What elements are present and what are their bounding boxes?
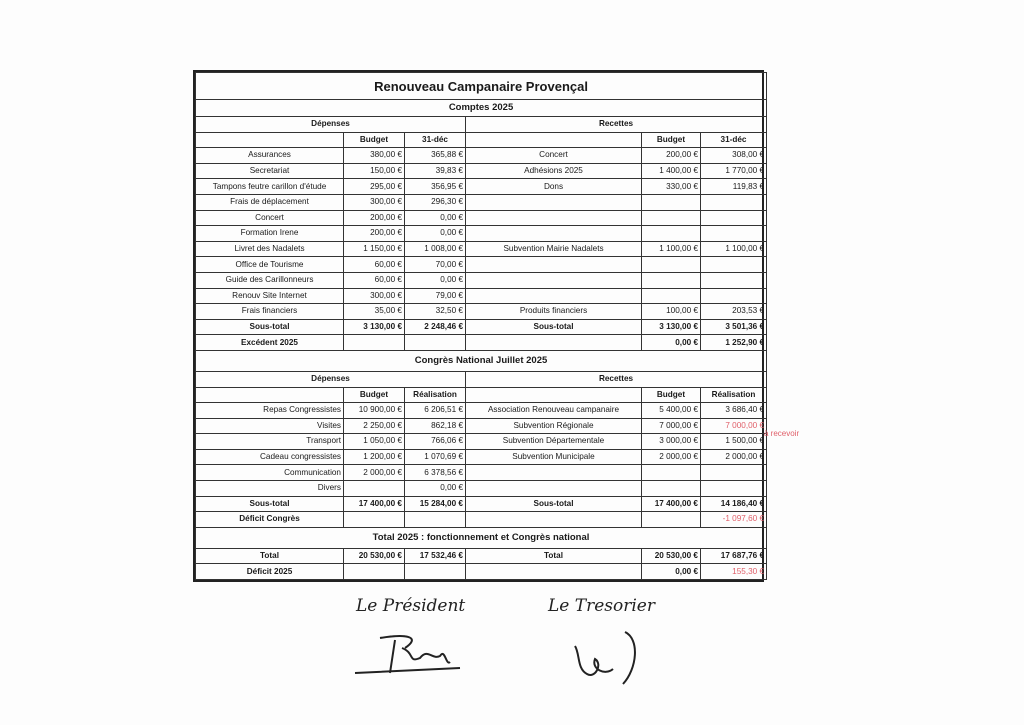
recette-label bbox=[466, 194, 642, 210]
depense-value: 0,00 € bbox=[405, 481, 466, 497]
congres-subtotal-rbudget: 17 400,00 € bbox=[642, 496, 701, 512]
depense-value: 862,18 € bbox=[405, 418, 466, 434]
recette-value: 1 100,00 € bbox=[701, 241, 767, 257]
blank-cell bbox=[405, 564, 466, 580]
depense-value: 0,00 € bbox=[405, 226, 466, 242]
depense-budget: 60,00 € bbox=[344, 272, 405, 288]
deficit-2025-label: Déficit 2025 bbox=[196, 564, 344, 580]
total-title: Total 2025 : fonctionnement et Congrès national bbox=[196, 527, 767, 548]
tresorier-signature bbox=[565, 624, 645, 694]
deficit-2025-budget: 0,00 € bbox=[642, 564, 701, 580]
comptes-subtotal-label: Sous-total bbox=[196, 319, 344, 335]
col-realisation: Réalisation bbox=[405, 387, 466, 403]
depense-label: Secretariat bbox=[196, 163, 344, 179]
depense-label: Frais de déplacement bbox=[196, 194, 344, 210]
deficit-congres-label: Déficit Congrès bbox=[196, 512, 344, 528]
col-budget: Budget bbox=[642, 387, 701, 403]
depense-value: 6 206,51 € bbox=[405, 403, 466, 419]
table-row bbox=[196, 418, 767, 434]
depense-value: 1 008,00 € bbox=[405, 241, 466, 257]
depense-value: 79,00 € bbox=[405, 288, 466, 304]
recette-label bbox=[466, 272, 642, 288]
recette-budget: 7 000,00 € bbox=[642, 418, 701, 434]
recette-budget: 1 100,00 € bbox=[642, 241, 701, 257]
recette-value: 203,53 € bbox=[701, 304, 767, 320]
table-row bbox=[196, 179, 767, 195]
blank-cell bbox=[466, 564, 642, 580]
blank-cell bbox=[344, 335, 405, 351]
depense-value: 6 378,56 € bbox=[405, 465, 466, 481]
blank-cell bbox=[196, 132, 344, 148]
depense-budget: 200,00 € bbox=[344, 210, 405, 226]
total-value: 17 532,46 € bbox=[405, 548, 466, 564]
recette-budget bbox=[642, 272, 701, 288]
depense-value: 0,00 € bbox=[405, 210, 466, 226]
table-row bbox=[196, 148, 767, 164]
depense-value: 766,06 € bbox=[405, 434, 466, 450]
table-row bbox=[196, 465, 767, 481]
recette-value bbox=[701, 194, 767, 210]
table-row bbox=[196, 288, 767, 304]
deficit-2025-value: 155,30 € bbox=[701, 564, 767, 580]
recette-label: Produits financiers bbox=[466, 304, 642, 320]
depense-budget: 1 200,00 € bbox=[344, 449, 405, 465]
table-row bbox=[196, 304, 767, 320]
comptes-subtotal-rlabel: Sous-total bbox=[466, 319, 642, 335]
table-row bbox=[196, 257, 767, 273]
recette-budget bbox=[642, 257, 701, 273]
recette-value: 3 686,40 € bbox=[701, 403, 767, 419]
depense-budget: 150,00 € bbox=[344, 163, 405, 179]
president-signature bbox=[350, 628, 470, 688]
depense-value: 365,88 € bbox=[405, 148, 466, 164]
depense-value: 70,00 € bbox=[405, 257, 466, 273]
recette-value: 308,00 € bbox=[701, 148, 767, 164]
depense-budget: 1 050,00 € bbox=[344, 434, 405, 450]
table-row bbox=[196, 449, 767, 465]
col-date: 31-déc bbox=[405, 132, 466, 148]
depense-value: 356,95 € bbox=[405, 179, 466, 195]
depense-label: Cadeau congressistes bbox=[196, 449, 344, 465]
depense-label: Divers bbox=[196, 481, 344, 497]
depense-budget: 295,00 € bbox=[344, 179, 405, 195]
recette-budget bbox=[642, 465, 701, 481]
recette-budget: 330,00 € bbox=[642, 179, 701, 195]
blank-cell bbox=[642, 512, 701, 528]
blank-cell bbox=[466, 132, 642, 148]
congres-subtotal-value: 15 284,00 € bbox=[405, 496, 466, 512]
recette-label: Subvention Régionale bbox=[466, 418, 642, 434]
congres-subtotal-rlabel: Sous-total bbox=[466, 496, 642, 512]
recette-budget: 5 400,00 € bbox=[642, 403, 701, 419]
congres-subtotal-label: Sous-total bbox=[196, 496, 344, 512]
table-row bbox=[196, 226, 767, 242]
recette-label: Subvention Mairie Nadalets bbox=[466, 241, 642, 257]
blank-cell bbox=[196, 387, 344, 403]
recette-value: 1 770,00 € bbox=[701, 163, 767, 179]
depense-label: Communication bbox=[196, 465, 344, 481]
depense-value: 1 070,69 € bbox=[405, 449, 466, 465]
recette-value bbox=[701, 272, 767, 288]
depense-label: Office de Tourisme bbox=[196, 257, 344, 273]
recette-budget: 100,00 € bbox=[642, 304, 701, 320]
depense-label: Livret des Nadalets bbox=[196, 241, 344, 257]
blank-cell bbox=[466, 512, 642, 528]
recette-budget bbox=[642, 226, 701, 242]
accounts-sheet bbox=[193, 70, 764, 582]
recette-label bbox=[466, 257, 642, 273]
excedent-budget: 0,00 € bbox=[642, 335, 701, 351]
recette-value bbox=[701, 257, 767, 273]
recette-value bbox=[701, 226, 767, 242]
blank-cell bbox=[344, 564, 405, 580]
accounts-table bbox=[195, 72, 767, 580]
depense-budget: 2 000,00 € bbox=[344, 465, 405, 481]
comptes-subtotal-rvalue: 3 501,36 € bbox=[701, 319, 767, 335]
comptes-recettes-header: Recettes bbox=[466, 117, 767, 133]
congres-recettes-header: Recettes bbox=[466, 371, 767, 387]
blank-cell bbox=[344, 512, 405, 528]
depense-budget: 200,00 € bbox=[344, 226, 405, 242]
total-budget: 20 530,00 € bbox=[344, 548, 405, 564]
president-label: Le Président bbox=[356, 596, 466, 616]
congres-depenses-header: Dépenses bbox=[196, 371, 466, 387]
a-recevoir-note: à recevoir bbox=[764, 429, 800, 438]
comptes-title: Comptes 2025 bbox=[196, 100, 767, 117]
depense-label: Transport bbox=[196, 434, 344, 450]
depense-budget: 60,00 € bbox=[344, 257, 405, 273]
col-budget: Budget bbox=[344, 132, 405, 148]
depense-budget: 380,00 € bbox=[344, 148, 405, 164]
depense-label: Concert bbox=[196, 210, 344, 226]
total-rvalue: 17 687,76 € bbox=[701, 548, 767, 564]
recette-budget: 2 000,00 € bbox=[642, 449, 701, 465]
total-label: Total bbox=[196, 548, 344, 564]
col-budget: Budget bbox=[344, 387, 405, 403]
table-row bbox=[196, 434, 767, 450]
blank-cell bbox=[466, 387, 642, 403]
tresorier-label: Le Tresorier bbox=[548, 596, 655, 616]
blank-cell bbox=[405, 512, 466, 528]
table-row bbox=[196, 210, 767, 226]
table-row bbox=[196, 163, 767, 179]
comptes-subtotal-budget: 3 130,00 € bbox=[344, 319, 405, 335]
depense-budget: 300,00 € bbox=[344, 194, 405, 210]
recette-label: Concert bbox=[466, 148, 642, 164]
recette-label: Dons bbox=[466, 179, 642, 195]
depense-label: Frais financiers bbox=[196, 304, 344, 320]
recette-budget: 200,00 € bbox=[642, 148, 701, 164]
comptes-subtotal-rbudget: 3 130,00 € bbox=[642, 319, 701, 335]
congres-subtotal-budget: 17 400,00 € bbox=[344, 496, 405, 512]
recette-label bbox=[466, 226, 642, 242]
recette-budget: 1 400,00 € bbox=[642, 163, 701, 179]
depense-label: Formation Irene bbox=[196, 226, 344, 242]
total-rbudget: 20 530,00 € bbox=[642, 548, 701, 564]
recette-value bbox=[701, 288, 767, 304]
recette-value bbox=[701, 465, 767, 481]
recette-value: 7 000,00 € bbox=[701, 418, 767, 434]
depense-label: Assurances bbox=[196, 148, 344, 164]
blank-cell bbox=[405, 335, 466, 351]
recette-value: 119,83 € bbox=[701, 179, 767, 195]
recette-label bbox=[466, 465, 642, 481]
table-row bbox=[196, 481, 767, 497]
depense-budget: 300,00 € bbox=[344, 288, 405, 304]
recette-label bbox=[466, 210, 642, 226]
depense-label: Renouv Site Internet bbox=[196, 288, 344, 304]
recette-label bbox=[466, 481, 642, 497]
recette-label: Association Renouveau campanaire bbox=[466, 403, 642, 419]
congres-subtotal-rvalue: 14 186,40 € bbox=[701, 496, 767, 512]
recette-budget bbox=[642, 194, 701, 210]
recette-budget bbox=[642, 210, 701, 226]
depense-budget: 2 250,00 € bbox=[344, 418, 405, 434]
recette-value bbox=[701, 210, 767, 226]
total-rlabel: Total bbox=[466, 548, 642, 564]
recette-label bbox=[466, 288, 642, 304]
recette-label: Adhésions 2025 bbox=[466, 163, 642, 179]
table-row bbox=[196, 194, 767, 210]
recette-label: Subvention Municipale bbox=[466, 449, 642, 465]
depense-label: Guide des Carillonneurs bbox=[196, 272, 344, 288]
blank-cell bbox=[466, 335, 642, 351]
depense-budget: 10 900,00 € bbox=[344, 403, 405, 419]
comptes-subtotal-value: 2 248,46 € bbox=[405, 319, 466, 335]
recette-budget bbox=[642, 481, 701, 497]
table-row bbox=[196, 272, 767, 288]
comptes-depenses-header: Dépenses bbox=[196, 117, 466, 133]
congres-title: Congrès National Juillet 2025 bbox=[196, 350, 767, 371]
depense-budget: 1 150,00 € bbox=[344, 241, 405, 257]
recette-value: 1 500,00 € bbox=[701, 434, 767, 450]
depense-label: Repas Congressistes bbox=[196, 403, 344, 419]
recette-budget bbox=[642, 288, 701, 304]
depense-value: 32,50 € bbox=[405, 304, 466, 320]
depense-value: 296,30 € bbox=[405, 194, 466, 210]
recette-budget: 3 000,00 € bbox=[642, 434, 701, 450]
depense-budget bbox=[344, 481, 405, 497]
col-budget: Budget bbox=[642, 132, 701, 148]
recette-value: 2 000,00 € bbox=[701, 449, 767, 465]
excedent-value: 1 252,90 € bbox=[701, 335, 767, 351]
table-row bbox=[196, 241, 767, 257]
depense-value: 39,83 € bbox=[405, 163, 466, 179]
document-title: Renouveau Campanaire Provençal bbox=[196, 73, 767, 100]
deficit-congres-value: -1 097,60 € bbox=[701, 512, 767, 528]
excedent-label: Excédent 2025 bbox=[196, 335, 344, 351]
depense-label: Tampons feutre carillon d'étude bbox=[196, 179, 344, 195]
depense-value: 0,00 € bbox=[405, 272, 466, 288]
col-date: 31-déc bbox=[701, 132, 767, 148]
depense-label: Visites bbox=[196, 418, 344, 434]
depense-budget: 35,00 € bbox=[344, 304, 405, 320]
recette-label: Subvention Départementale bbox=[466, 434, 642, 450]
col-realisation: Réalisation bbox=[701, 387, 767, 403]
recette-value bbox=[701, 481, 767, 497]
table-row bbox=[196, 403, 767, 419]
